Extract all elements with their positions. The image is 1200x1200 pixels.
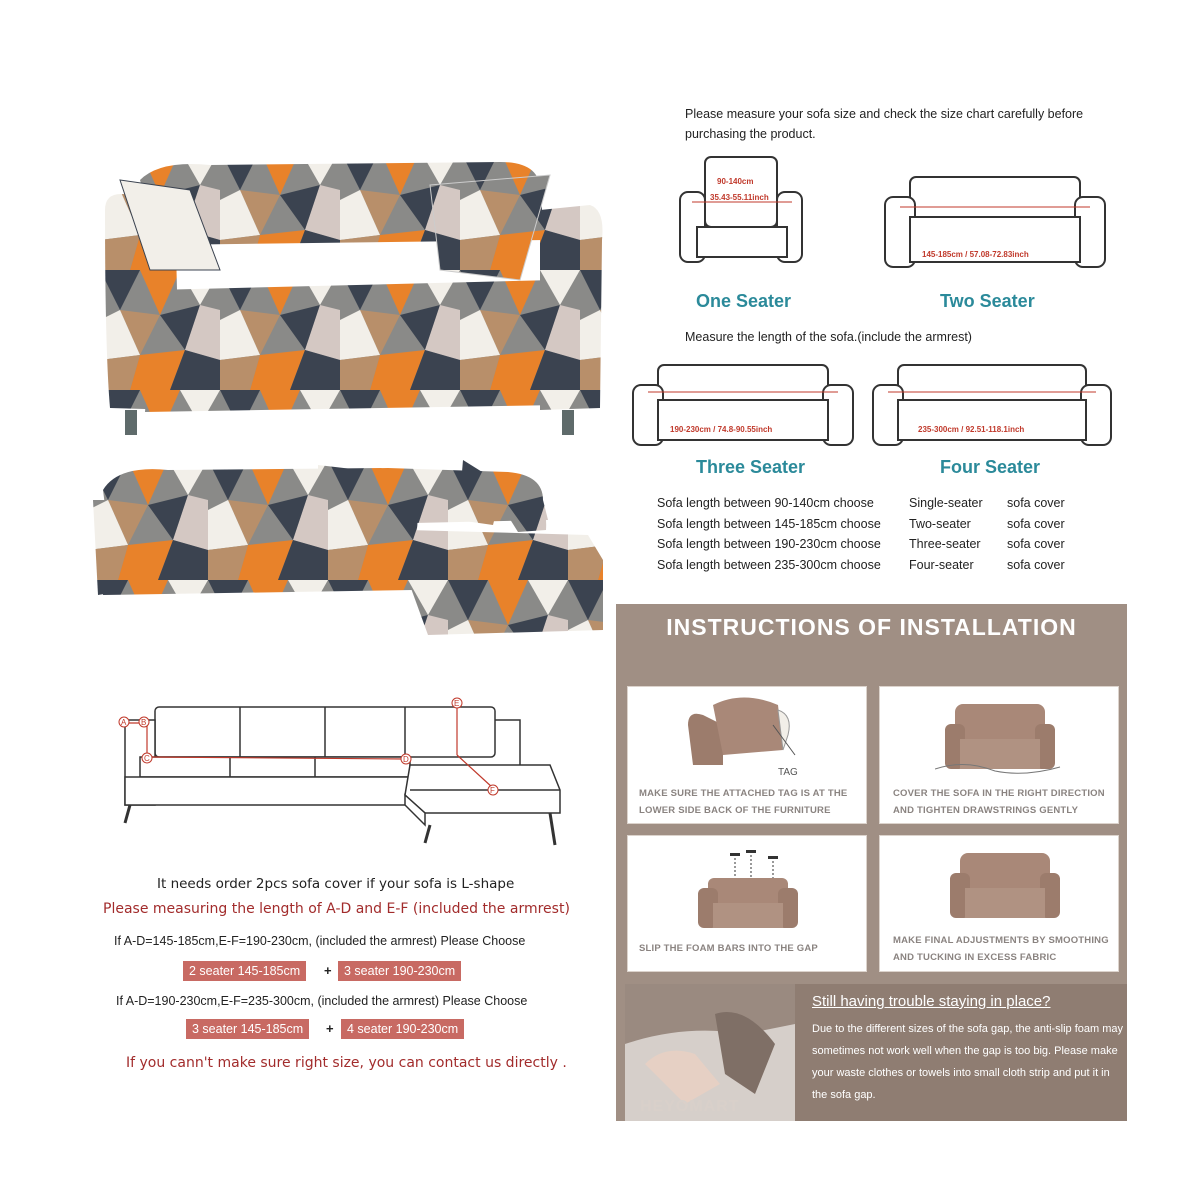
point-marker — [488, 785, 498, 795]
lshape-sofa-photo — [88, 460, 610, 640]
tag-label: TAG — [778, 767, 798, 778]
point-label: D — [403, 755, 409, 764]
size-row — [657, 517, 1127, 538]
point-marker — [452, 698, 462, 708]
step-text-line: COVER THE SOFA IN THE RIGHT DIRECTION — [893, 788, 1105, 799]
size-table — [657, 496, 1127, 578]
one-seater-dim-cm: 90-140cm — [717, 177, 754, 186]
size-type: Two-seater — [909, 516, 971, 531]
size-type: Four-seater — [909, 557, 974, 572]
rule-1-option-a: 2 seater 145-185cm — [183, 961, 306, 981]
two-seater-diagram — [880, 172, 1110, 272]
size-row — [657, 558, 1127, 579]
measure-note: Measure the length of the sofa.(include the armrest) — [685, 330, 972, 344]
two-seater-dim: 145-185cm / 57.08-72.83inch — [922, 250, 1029, 259]
point-marker — [142, 753, 152, 763]
rule-2-text: If A-D=190-230cm,E-F=235-300cm, (included the armrest) Please Choose — [116, 994, 528, 1008]
rule-2-option-b: 4 seater 190-230cm — [341, 1019, 464, 1039]
three-seater-label: Three Seater — [696, 457, 806, 477]
sofa-tag-illustration — [683, 695, 813, 775]
covered-sofa-illustration — [935, 699, 1065, 779]
three-seater-dim: 190-230cm / 74.8-90.55inch — [670, 425, 773, 434]
step-card — [627, 835, 867, 972]
size-item: sofa cover — [1007, 557, 1065, 572]
order-note: It needs order 2pcs sofa cover if your sofa is L-shape — [157, 876, 515, 892]
step-3-text: SLIP THE FOAM BARS INTO THE GAP — [639, 943, 818, 954]
step-2-text — [893, 785, 1105, 819]
point-label: A — [121, 718, 127, 727]
step-card — [627, 686, 867, 824]
step-text-line: AND TIGHTEN DRAWSTRINGS GENTLY — [893, 805, 1079, 816]
size-item: sofa cover — [1007, 537, 1065, 552]
one-seater-label: One Seater — [696, 291, 792, 311]
three-seater-diagram — [628, 360, 858, 450]
finished-sofa-illustration — [940, 848, 1070, 928]
step-text-line: MAKE FINAL ADJUSTMENTS BY SMOOTHING — [893, 935, 1109, 946]
size-range: Sofa length between 190-230cm choose — [657, 537, 881, 552]
size-item: sofa cover — [1007, 496, 1065, 510]
measure-instruction: Please measuring the length of A-D and E-F (included the armrest) — [103, 901, 570, 917]
brand-watermark: HEYOMART — [640, 1098, 740, 1115]
size-row — [657, 496, 1127, 517]
step-4-text — [893, 932, 1109, 966]
point-label: B — [141, 718, 147, 727]
size-type: Three-seater — [909, 537, 981, 552]
size-row — [657, 537, 1127, 558]
rule-1-option-b: 3 seater 190-230cm — [338, 961, 461, 981]
trouble-title: Still having trouble staying in place? — [812, 993, 1051, 1010]
intro-text: Please measure your sofa size and check the size chart carefully before purchasing the product. — [685, 107, 1084, 141]
size-range: Sofa length between 90-140cm choose — [657, 496, 874, 510]
instructions-title: INSTRUCTIONS OF INSTALLATION — [666, 614, 1077, 640]
step-card — [879, 686, 1119, 824]
step-1-text — [639, 785, 847, 819]
lshape-diagram — [110, 695, 580, 855]
four-seater-dim: 235-300cm / 92.51-118.1inch — [918, 425, 1025, 434]
trouble-body: Due to the different sizes of the sofa gap, the anti-slip foam may sometimes not work well when the gap is too big. Please make your waste clothes or towels into small cloth strip and put it in the sofa gap. — [812, 1023, 1124, 1101]
one-seater-dim-inch: 35.43-55.11inch — [710, 193, 769, 202]
step-text-line: MAKE SURE THE ATTACHED TAG IS AT THE — [639, 788, 848, 799]
step-text-line: LOWER SIDE BACK OF THE FURNITURE — [639, 805, 831, 816]
rule-2-option-a: 3 seater 145-185cm — [186, 1019, 309, 1039]
plus-sign: + — [324, 963, 332, 978]
point-marker — [401, 754, 411, 764]
point-marker — [139, 717, 149, 727]
sofa-photo — [100, 150, 620, 440]
step-card — [879, 835, 1119, 972]
contact-note: If you cann't make sure right size, you can contact us directly . — [126, 1055, 567, 1071]
one-seater-diagram — [672, 152, 822, 272]
point-label: E — [454, 699, 460, 708]
step-text-line: AND TUCKING IN EXCESS FABRIC — [893, 952, 1057, 963]
size-item: sofa cover — [1007, 516, 1065, 531]
foam-bars-illustration — [688, 848, 808, 933]
size-range: Sofa length between 145-185cm choose — [657, 516, 881, 531]
four-seater-diagram — [868, 360, 1116, 450]
four-seater-label: Four Seater — [940, 457, 1041, 477]
two-seater-label: Two Seater — [940, 291, 1035, 311]
point-label: F — [490, 786, 495, 795]
size-type: Single-seater — [909, 496, 983, 510]
rule-1-text: If A-D=145-185cm,E-F=190-230cm, (included the armrest) Please Choose — [114, 934, 526, 948]
point-label: C — [144, 754, 150, 763]
plus-sign: + — [326, 1021, 334, 1036]
point-marker — [119, 717, 129, 727]
size-range: Sofa length between 235-300cm choose — [657, 557, 881, 572]
